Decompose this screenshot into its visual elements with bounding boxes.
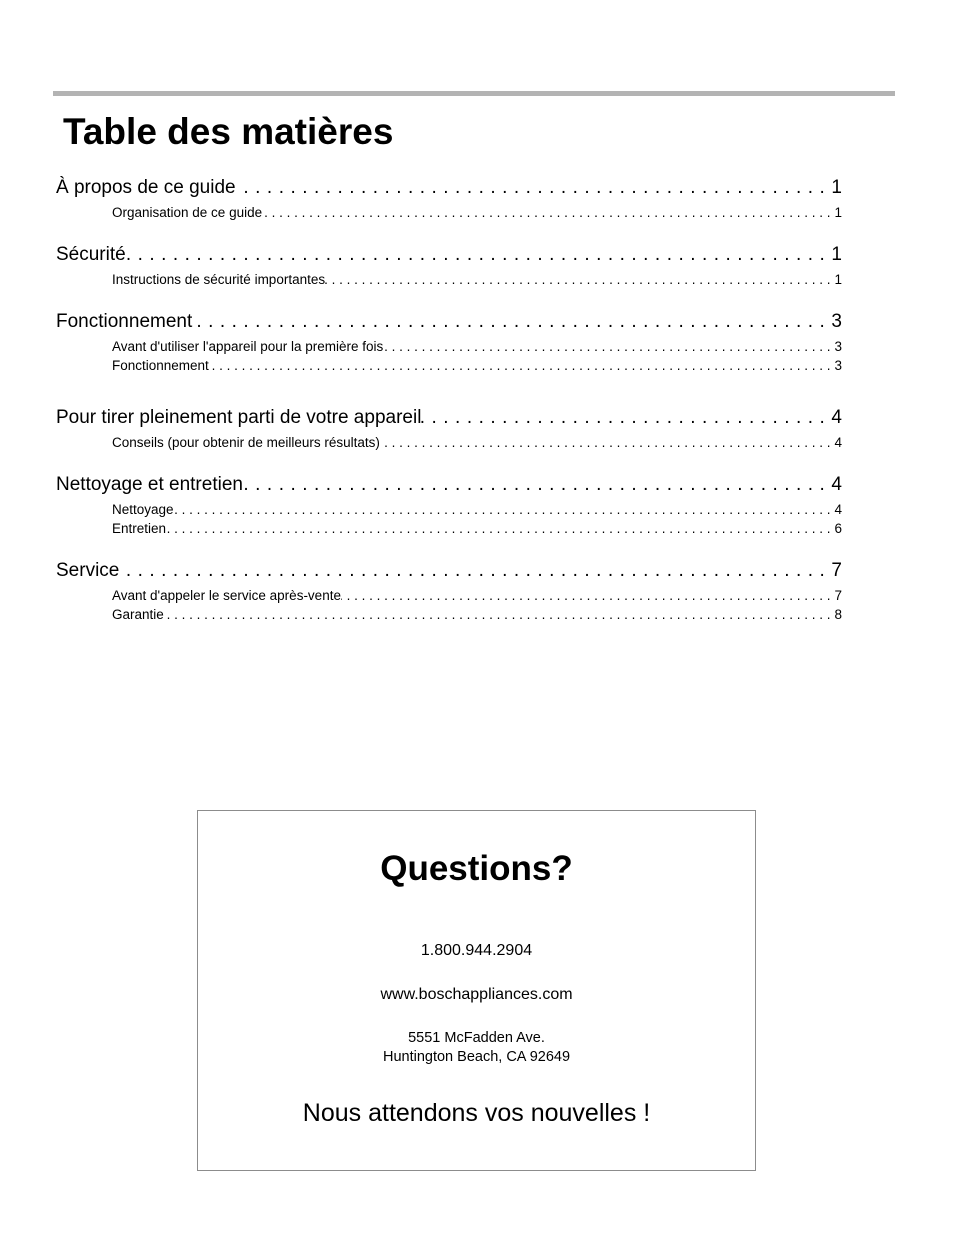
toc-leader-dots — [243, 470, 831, 500]
toc-leader-dots — [126, 240, 832, 270]
toc-entry[interactable] — [56, 403, 842, 433]
toc-entry-label: À propos de ce guide — [56, 177, 236, 198]
toc-entry-page: 3 — [831, 311, 842, 332]
toc-section — [56, 403, 842, 452]
toc-entry-label: Service — [56, 560, 120, 581]
toc-leader-dots — [174, 500, 835, 519]
toc-section — [56, 470, 842, 538]
toc-subentry-page: 6 — [834, 521, 842, 536]
toc-leader-dots — [421, 403, 831, 433]
toc-subentry-label: Entretien — [112, 521, 167, 536]
toc-entry-page: 1 — [831, 244, 842, 265]
questions-title: Questions? — [380, 849, 573, 888]
toc-spacer — [56, 538, 842, 556]
closing-message: Nous attendons vos nouvelles ! — [302, 1099, 651, 1127]
toc-entry-page: 4 — [831, 474, 842, 495]
questions-box — [197, 810, 756, 1171]
toc-leader-dots — [119, 556, 831, 586]
toc-subentry-label: Conseils (pour obtenir de meilleurs résultats) — [112, 435, 380, 450]
toc-spacer — [56, 452, 842, 470]
toc-subentry-page: 1 — [834, 272, 842, 287]
toc-entry-page: 1 — [831, 177, 842, 198]
toc-section — [56, 556, 842, 624]
toc-entry[interactable] — [56, 470, 842, 500]
toc-entry-label: Fonctionnement — [56, 311, 193, 332]
toc-leader-dots — [262, 203, 834, 222]
toc-subentry-page: 4 — [834, 435, 842, 450]
toc-subentry-page: 3 — [834, 339, 842, 354]
toc-subentry[interactable] — [112, 500, 842, 519]
toc-subentry-label: Instructions de sécurité importantes — [112, 272, 326, 287]
toc-section — [56, 240, 842, 289]
page-title: Table des matières — [63, 111, 394, 152]
toc-subentry-label: Avant d'appeler le service après-vente — [112, 588, 341, 603]
toc-leader-dots — [380, 433, 835, 452]
address-line-2: Huntington Beach, CA 92649 — [382, 1049, 571, 1065]
toc-leader-dots — [192, 307, 831, 337]
toc-leader-dots — [164, 605, 835, 624]
website-link[interactable]: www.boschappliances.com — [380, 986, 573, 1003]
toc-subentry[interactable] — [112, 433, 842, 452]
toc-entry-label: Nettoyage et entretien — [56, 474, 243, 495]
toc-entry[interactable] — [56, 173, 842, 203]
toc-entry-label: Pour tirer pleinement parti de votre appareil — [56, 407, 422, 428]
toc-subentry-page: 1 — [834, 205, 842, 220]
toc-subentry[interactable] — [112, 605, 842, 624]
toc-section — [56, 173, 842, 222]
toc-leader-dots — [325, 270, 834, 289]
toc-subentry[interactable] — [112, 203, 842, 222]
toc-subentry-label: Avant d'utiliser l'appareil pour la première fois — [112, 339, 384, 354]
toc-spacer — [56, 222, 842, 240]
toc-subentry[interactable] — [112, 586, 842, 605]
toc-leader-dots — [166, 519, 834, 538]
top-rule — [53, 91, 895, 96]
toc-subentry-page: 8 — [834, 607, 842, 622]
toc-subentry[interactable] — [112, 356, 842, 375]
toc-subentry[interactable] — [112, 519, 842, 538]
toc-entry-label: Sécurité — [56, 244, 126, 265]
toc-entry[interactable] — [56, 240, 842, 270]
address-line-1: 5551 McFadden Ave. — [408, 1030, 545, 1046]
toc-subentry-page: 3 — [834, 358, 842, 373]
toc-entry-page: 4 — [831, 407, 842, 428]
toc-subentry-page: 7 — [834, 588, 842, 603]
toc-subentry[interactable] — [112, 270, 842, 289]
phone-number[interactable]: 1.800.944.2904 — [420, 942, 533, 959]
toc-leader-dots — [209, 356, 835, 375]
toc-entry[interactable] — [56, 307, 842, 337]
toc-leader-dots — [341, 586, 835, 605]
toc-subentry-label: Organisation de ce guide — [112, 205, 263, 220]
toc-leader-dots — [236, 173, 832, 203]
toc-spacer — [56, 289, 842, 307]
table-of-contents — [56, 173, 842, 624]
toc-entry[interactable] — [56, 556, 842, 586]
toc-leader-dots — [383, 337, 834, 356]
toc-entry-page: 7 — [831, 560, 842, 581]
toc-subentry-label: Garantie — [112, 607, 164, 622]
toc-subentry-page: 4 — [834, 502, 842, 517]
toc-subentry-label: Fonctionnement — [112, 358, 209, 373]
toc-subentry[interactable] — [112, 337, 842, 356]
toc-spacer — [56, 375, 842, 403]
toc-subentry-label: Nettoyage — [112, 502, 174, 517]
toc-section — [56, 307, 842, 375]
